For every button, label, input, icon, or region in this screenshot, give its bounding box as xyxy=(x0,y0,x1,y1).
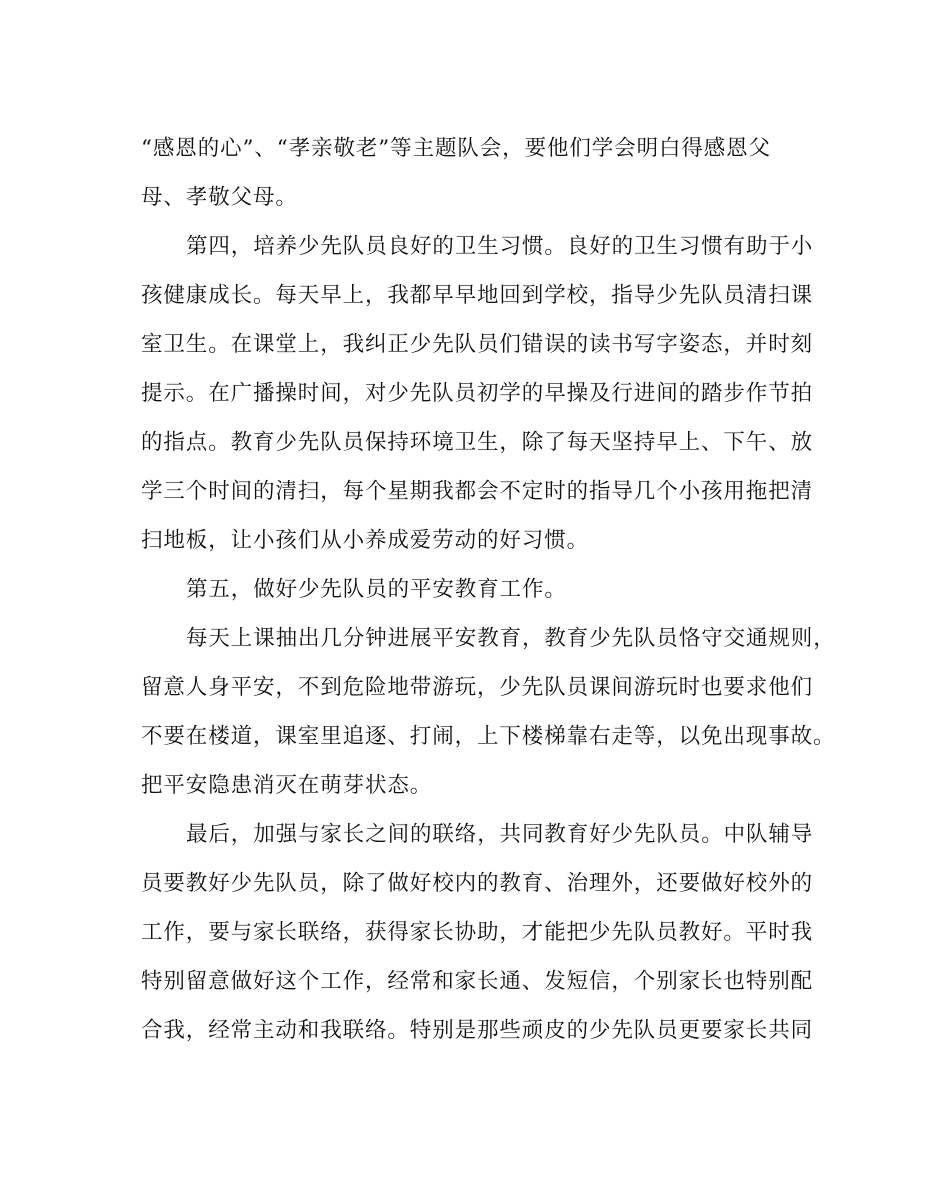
text-line: “感恩的心”、“孝亲敬老”等主题队会，要他们学会明白得感恩父 xyxy=(141,136,771,161)
text-line: 第四，培养少先队员良好的卫生习惯。良好的卫生习惯有助于小 xyxy=(186,234,814,259)
text-line: 每天上课抽出几分钟进展平安教育，教育少先队员恪守交通规则， xyxy=(186,626,836,651)
text-line: 扫地板，让小孩们从小养成爱劳动的好习惯。 xyxy=(141,528,590,553)
text-line: 提示。在广播操时间，对少先队员初学的早操及行进间的踏步作节拍 xyxy=(141,381,814,406)
text-line: 室卫生。在课堂上，我纠正少先队员们错误的读书写字姿态，并时刻 xyxy=(141,332,814,357)
text-line: 特别留意做好这个工作，经常和家长通、发短信，个别家长也特别配 xyxy=(141,969,814,994)
text-line: 学三个时间的清扫，每个星期我都会不定时的指导几个小孩用拖把清 xyxy=(141,479,814,504)
body-text xyxy=(141,124,836,1055)
text-line: 母、孝敬父母。 xyxy=(141,185,298,210)
text-line: 的指点。教育少先队员保持环境卫生，除了每天坚持早上、下午、放 xyxy=(141,430,814,455)
text-line: 把平安隐患消灭在萌芽状态。 xyxy=(141,773,433,798)
text-line: 合我，经常主动和我联络。特别是那些顽皮的少先队员更要家长共同 xyxy=(141,1018,814,1043)
text-line: 员要教好少先队员，除了做好校内的教育、治理外，还要做好校外的 xyxy=(141,871,814,896)
text-line: 留意人身平安，不到危险地带游玩，少先队员课间游玩时也要求他们 xyxy=(141,675,814,700)
text-line: 孩健康成长。每天早上，我都早早地回到学校，指导少先队员清扫课 xyxy=(141,283,814,308)
text-line: 第五，做好少先队员的平安教育工作。 xyxy=(186,577,567,602)
text-line: 不要在楼道，课室里追逐、打闹，上下楼梯靠右走等，以免出现事故。 xyxy=(141,724,836,749)
text-line: 工作，要与家长联络，获得家长协助，才能把少先队员教好。平时我 xyxy=(141,920,814,945)
text-line: 最后，加强与家长之间的联络，共同教育好少先队员。中队辅导 xyxy=(186,822,814,847)
